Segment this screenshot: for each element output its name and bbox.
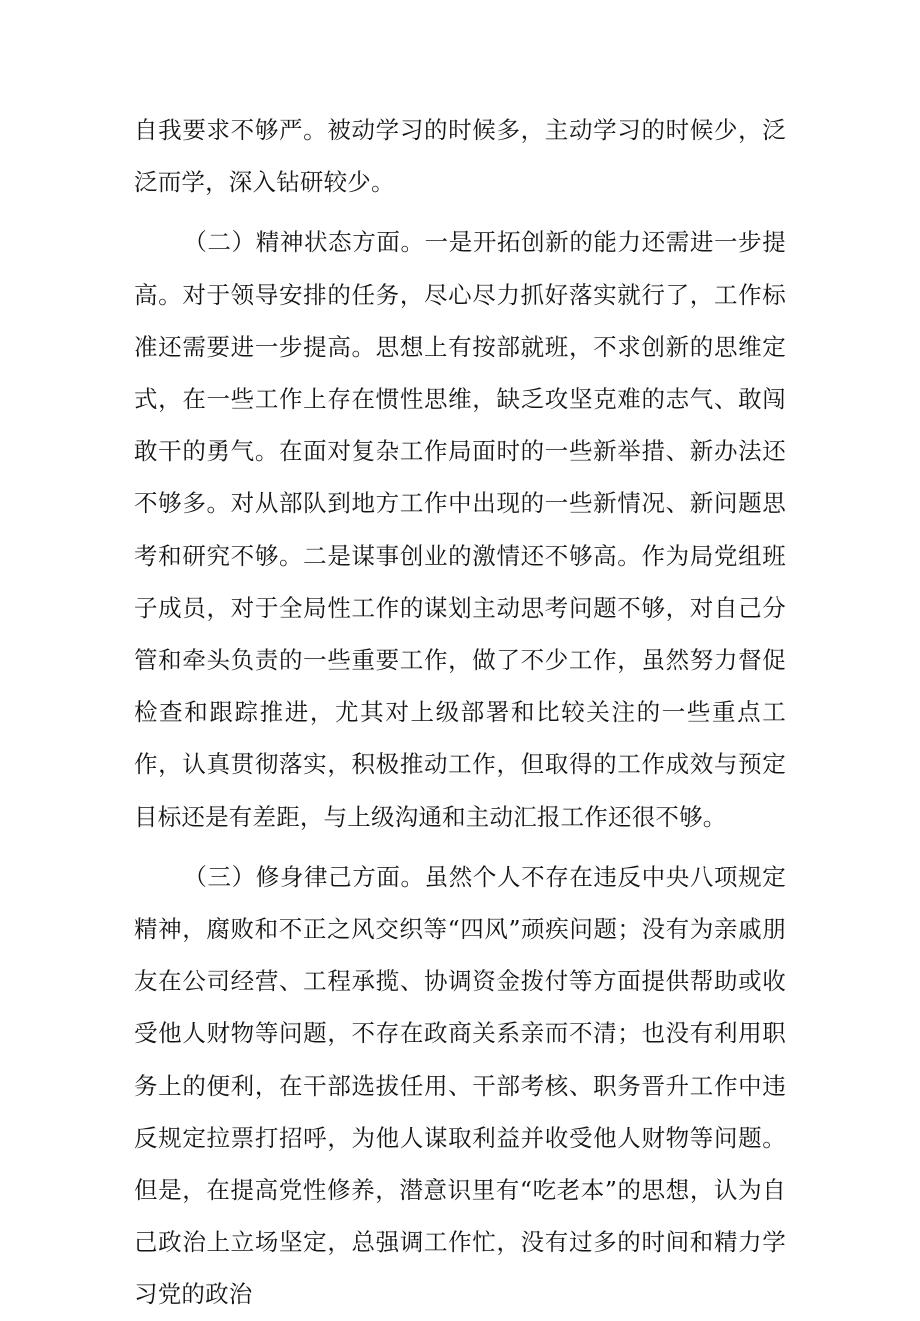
paragraph-continuation: 自我要求不够严。被动学习的时候多，主动学习的时候少，泛泛而学，深入钻研较少。 [134, 116, 786, 197]
document-body [134, 104, 786, 1321]
paragraph-spirit-state: （二）精神状态方面。一是开拓创新的能力还需进一步提高。对于领导安排的任务，尽心尽力抓好落实就行了，工作标准还需要进一步提高。思想上有按部就班，不求创新的思维定式，在一些工作上存在惯性思维，缺乏攻坚克难的志气、敢闯敢干的勇气。在面对复杂工作局面时的一些新举措、新办法还不够多。对从部队到地方工作中出现的一些新情况、新问题思考和研究不够。二是谋事创业的激情还不够高。作为局党组班子成员，对于全局性工作的谋划主动思考问题不够，对自己分管和牵头负责的一些重要工作，做了不少工作，虽然努力督促检查和跟踪推进，尤其对上级部署和比较关注的一些重点工作，认真贯彻落实，积极推动工作，但取得的工作成效与预定目标还是有差距，与上级沟通和主动汇报工作还很不够。 [134, 228, 786, 831]
paragraph-self-discipline: （三）修身律己方面。虽然个人不存在违反中央八项规定精神，腐败和不正之风交织等“四风”顽疾问题；没有为亲戚朋友在公司经营、工程承揽、协调资金拨付等方面提供帮助或收受他人财物等问题，不存在政商关系亲而不清；也没有利用职务上的便利，在干部选拔任用、干部考核、职务晋升工作中违反规定拉票打招呼，为他人谋取利益并收受他人财物等问题。但是，在提高党性修养，潜意识里有“吃老本”的思想，认为自己政治上立场坚定，总强调工作忙，没有过多的时间和精力学习党的政治 [134, 862, 786, 1309]
